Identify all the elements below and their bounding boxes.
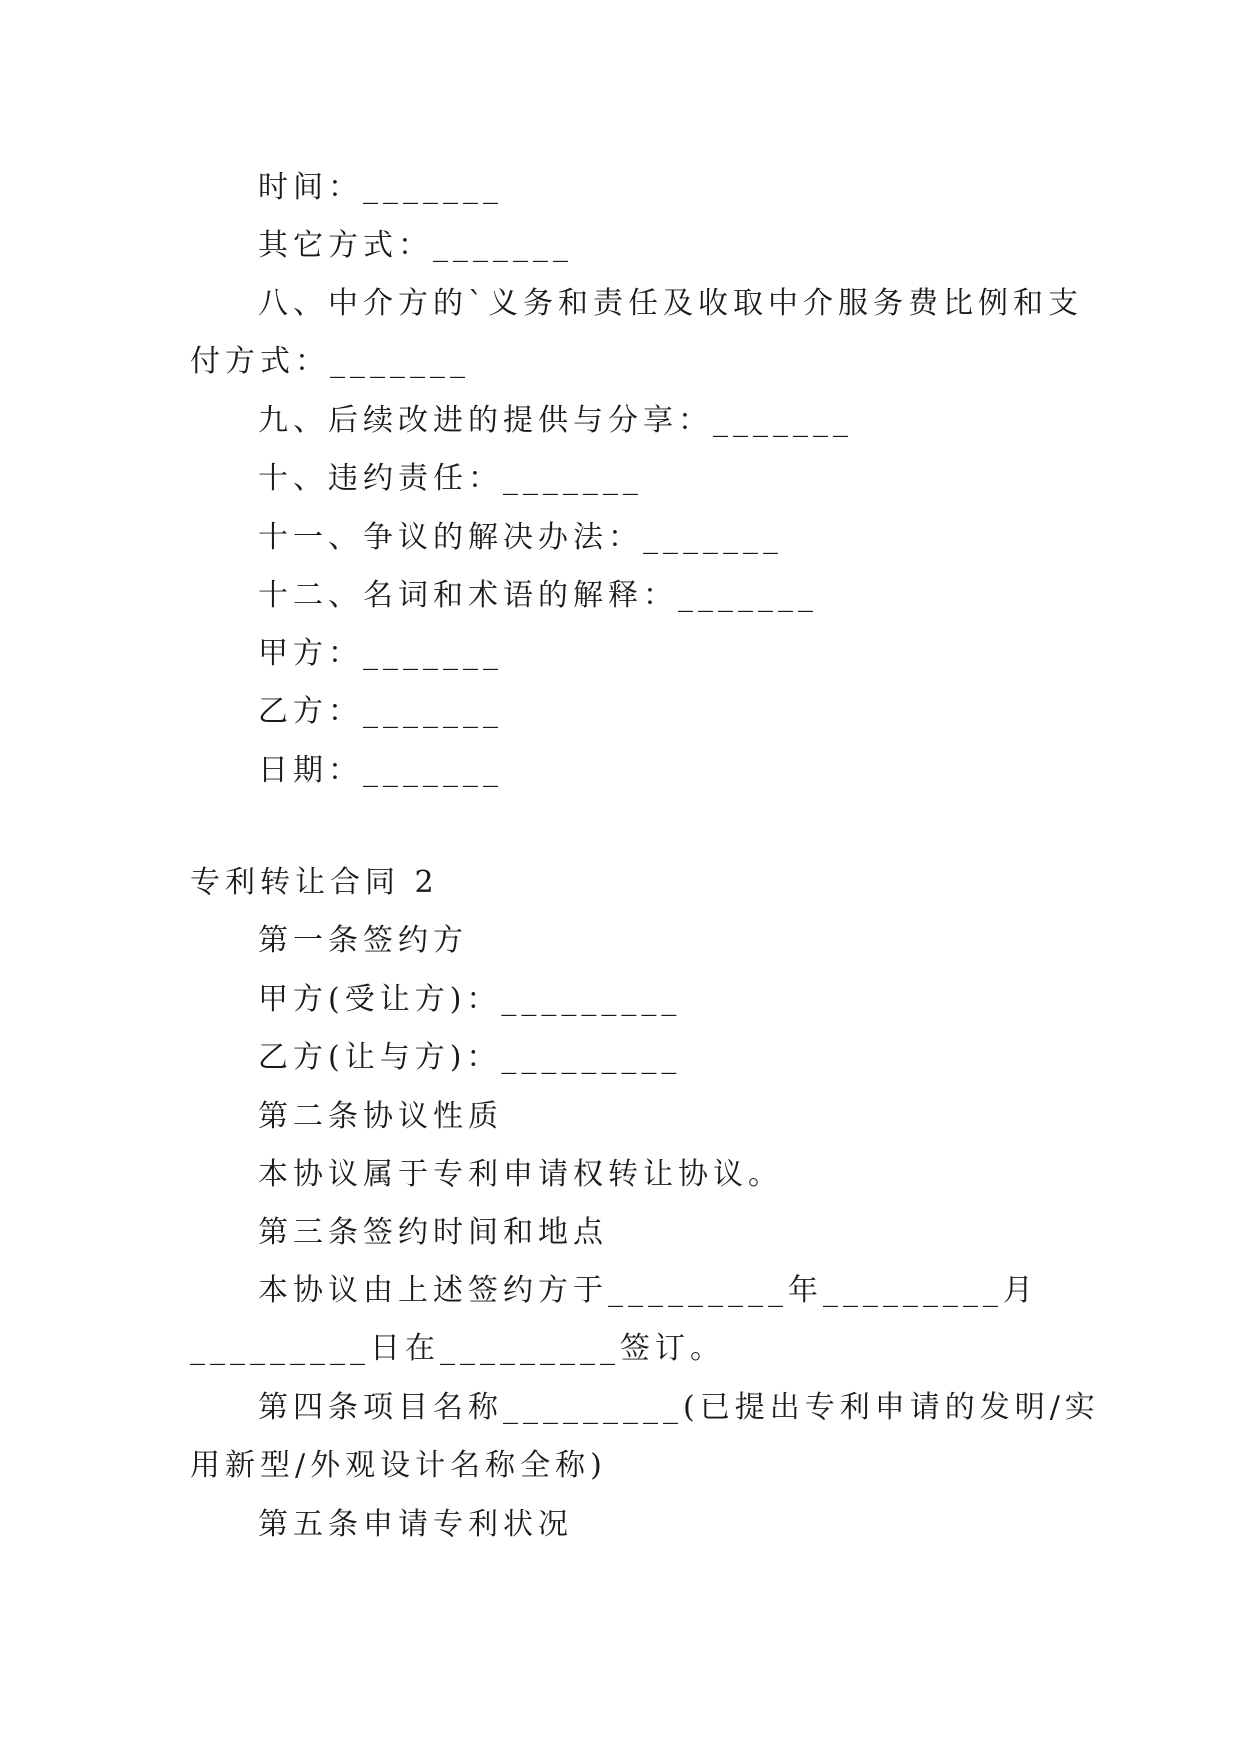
clause-eight-line-1: 八、中介方的`义务和责任及收取中介服务费比例和支	[258, 286, 1083, 321]
transferor-field: 乙方(让与方)：_________	[258, 1040, 682, 1075]
clause-eight-line-2: 付方式：_______	[190, 344, 470, 379]
party-b-field: 乙方：_______	[258, 694, 503, 729]
article-two-heading: 第二条协议性质	[258, 1099, 503, 1134]
transferee-field: 甲方(受让方)：_________	[258, 982, 682, 1017]
clause-twelve: 十二、名词和术语的解释：_______	[258, 578, 818, 613]
article-three-heading: 第三条签约时间和地点	[258, 1215, 608, 1250]
signing-date-line-1: 本协议由上述签约方于_________年_________月	[258, 1273, 1038, 1308]
clause-ten: 十、违约责任：_______	[258, 461, 643, 496]
other-method-field: 其它方式：_______	[258, 228, 573, 263]
party-a-field: 甲方：_______	[258, 636, 503, 671]
article-five-heading: 第五条申请专利状况	[258, 1507, 573, 1542]
clause-eleven: 十一、争议的解决办法：_______	[258, 520, 783, 555]
article-four-line-1: 第四条项目名称_________(已提出专利申请的发明/实	[258, 1390, 1100, 1425]
time-field: 时间：_______	[258, 170, 503, 205]
document-title: 专利转让合同 2	[190, 865, 439, 900]
article-one-heading: 第一条签约方	[258, 923, 468, 958]
clause-nine: 九、后续改进的提供与分享：_______	[258, 403, 853, 438]
signing-date-line-2: _________日在_________签订。	[190, 1331, 725, 1366]
article-four-line-2: 用新型/外观设计名称全称)	[190, 1448, 607, 1483]
agreement-nature-text: 本协议属于专利申请权转让协议。	[258, 1157, 783, 1192]
date-field: 日期：_______	[258, 753, 503, 788]
